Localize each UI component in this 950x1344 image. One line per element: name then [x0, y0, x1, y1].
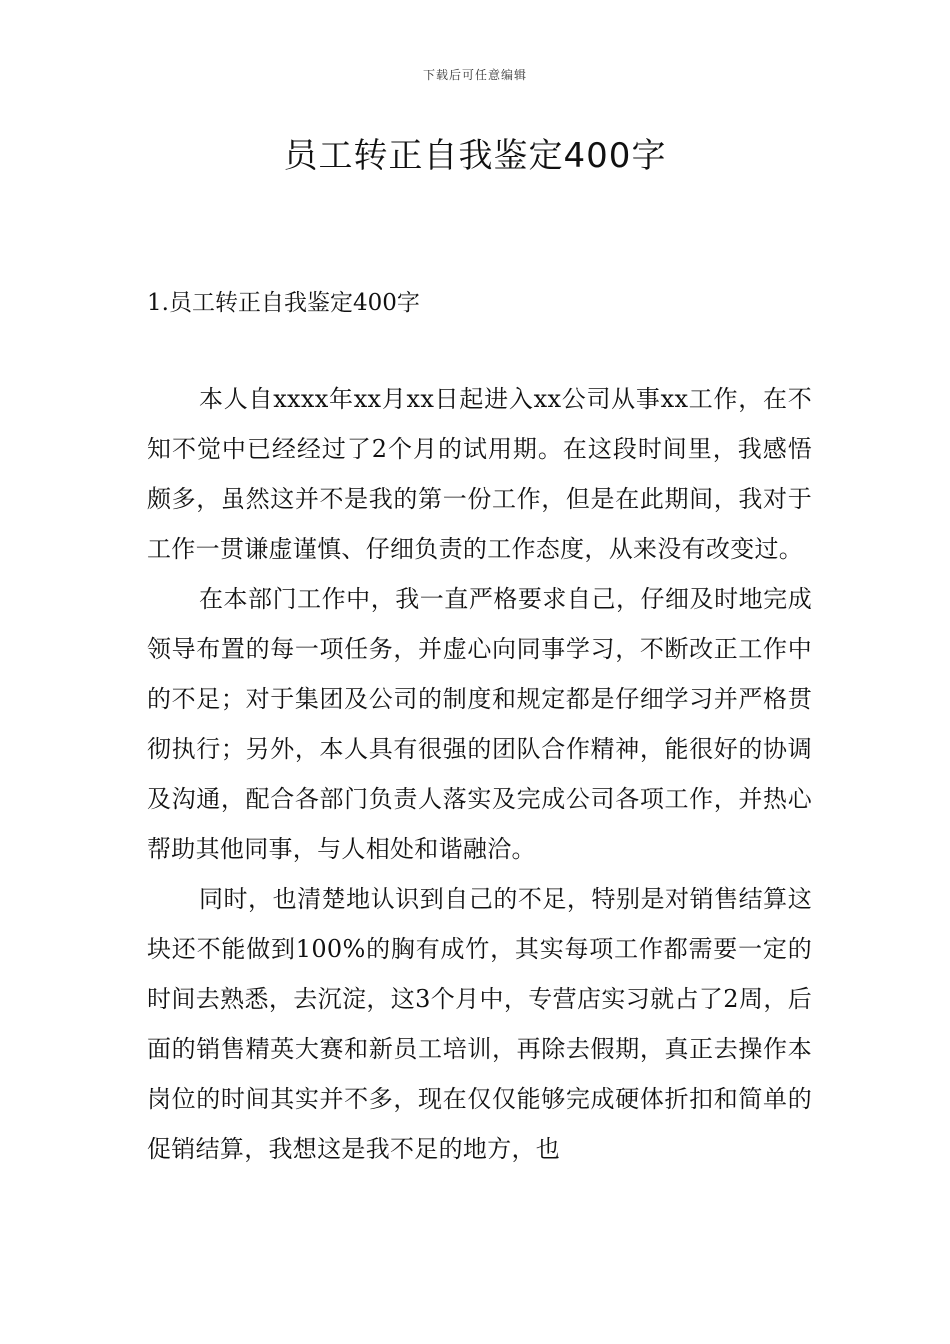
paragraph-2: 在本部门工作中，我一直严格要求自己，仔细及时地完成领导布置的每一项任务，并虚心向同事学习，不断改正工作中的不足；对于集团及公司的制度和规定都是仔细学习并严格贯彻执行；另外，本人具有很强的团队合作精神，能很好的协调及沟通，配合各部门负责人落实及完成公司各项工作，并热心帮助其他同事，与人相处和谐融洽。 [147, 585, 812, 863]
paragraph-1: 本人自xxxx年xx月xx日起进入xx公司从事xx工作，在不知不觉中已经经过了2个月的试用期。在这段时间里，我感悟颇多，虽然这并不是我的第一份工作，但是在此期间，我对于工作一贯谦虚谨慎、仔细负责的工作态度，从来没有改变过。 [147, 385, 812, 563]
paragraph-3: 同时，也清楚地认识到自己的不足，特别是对销售结算这块还不能做到100%的胸有成竹，其实每项工作都需要一定的时间去熟悉，去沉淀，这3个月中，专营店实习就占了2周，后面的销售精英大赛和新员工培训，再除去假期，真正去操作本岗位的时间其实并不多，现在仅仅能够完成硬体折扣和简单的促销结算，我想这是我不足的地方，也 [147, 885, 812, 1163]
document-body [147, 374, 812, 1174]
header-note: 下载后可任意编辑 [422, 68, 527, 82]
document-title: 员工转正自我鉴定400字 [283, 136, 667, 176]
section-heading: 1.员工转正自我鉴定400字 [147, 290, 420, 316]
